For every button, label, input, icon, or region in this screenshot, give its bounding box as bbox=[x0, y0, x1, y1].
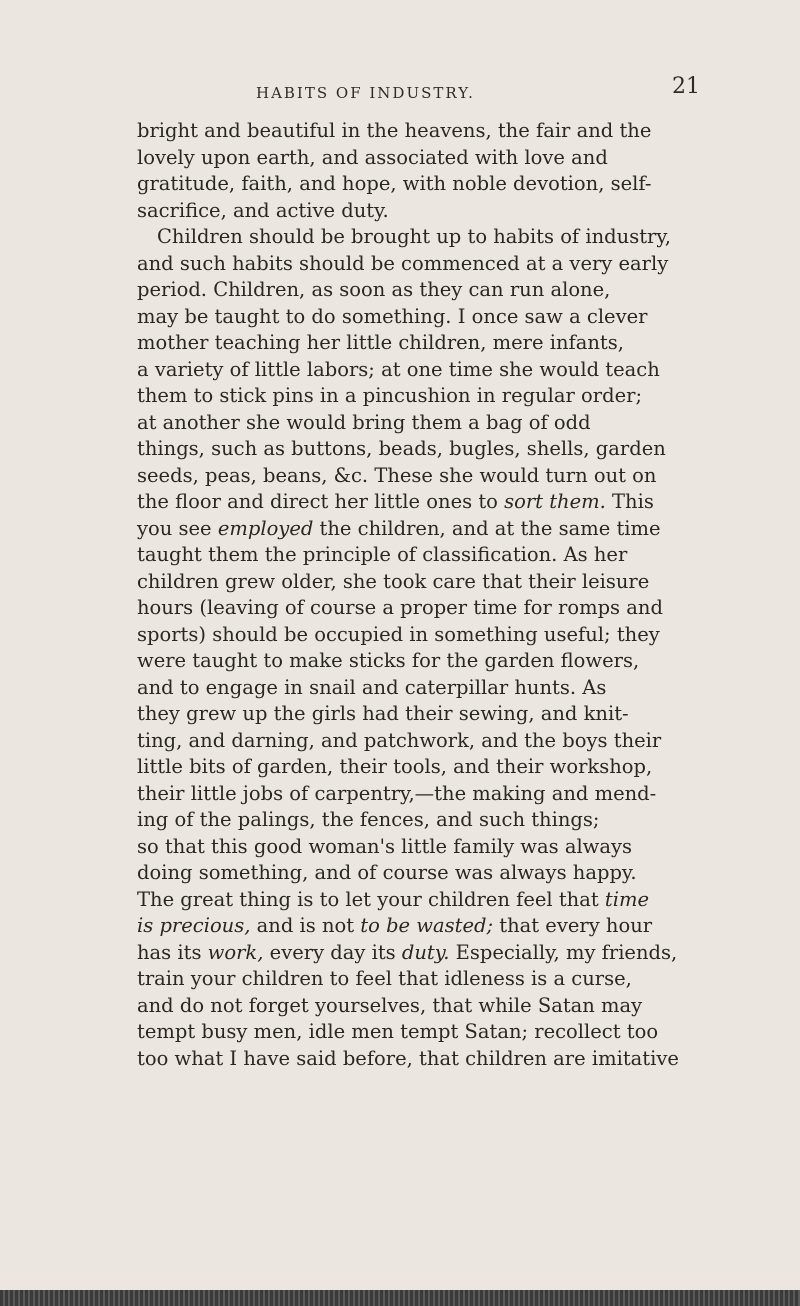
text-line: too what I have said before, that children are imitative bbox=[137, 1046, 679, 1070]
text-line: at another she would bring them a bag of odd bbox=[137, 410, 591, 434]
text-line: ting, and darning, and patchwork, and the boys their bbox=[137, 728, 662, 752]
text-line: and to engage in snail and caterpillar hunts. As bbox=[137, 675, 607, 699]
text-line: were taught to make sticks for the garden flowers, bbox=[137, 649, 640, 672]
text-line: tempt busy men, idle men tempt Satan; recollect too bbox=[137, 1020, 659, 1043]
italic-text: duty. bbox=[401, 940, 450, 964]
text-line: doing something, and of course was always happy. bbox=[137, 861, 637, 884]
italic-text: sort them. bbox=[504, 490, 606, 513]
text-line: train your children to feel that idleness is a curse, bbox=[137, 967, 632, 990]
text-line: taught them the principle of classification. As her bbox=[137, 543, 628, 566]
running-title: HABITS OF INDUSTRY. bbox=[256, 84, 475, 102]
text-line: a variety of little labors; at one time she would teach bbox=[137, 357, 660, 381]
text-line: hours (leaving of course a proper time for romps and bbox=[137, 596, 663, 619]
text-line: The great thing is to let your children feel that time bbox=[137, 887, 649, 911]
text-line: things, such as buttons, beads, bugles, shells, garden bbox=[137, 437, 666, 460]
italic-text: is precious, bbox=[137, 914, 251, 937]
page-bottom-edge bbox=[0, 1290, 800, 1306]
italic-text: time bbox=[604, 887, 649, 911]
text-line: lovely upon earth, and associated with love and bbox=[137, 145, 608, 169]
text-line: children grew older, she took care that their leisure bbox=[137, 569, 650, 593]
text-line: them to stick pins in a pincushion in regular order; bbox=[137, 384, 643, 407]
text-line: seeds, peas, beans, &c. These she would turn out on bbox=[137, 463, 657, 487]
text-line: and do not forget yourselves, that while Satan may bbox=[137, 993, 643, 1017]
text-line: the floor and direct her little ones to sort them. This bbox=[137, 490, 654, 513]
text-line: little bits of garden, their tools, and their workshop, bbox=[137, 755, 653, 778]
italic-text: employed bbox=[217, 516, 314, 540]
text-line: sacrifice, and active duty. bbox=[137, 198, 389, 222]
text-line: may be taught to do something. I once saw a clever bbox=[137, 304, 648, 328]
text-line: you see employed the children, and at the same time bbox=[137, 516, 661, 540]
text-line: they grew up the girls had their sewing, and knit- bbox=[137, 702, 629, 725]
text-line: sports) should be occupied in something useful; they bbox=[137, 622, 660, 646]
text-line: is precious, and is not to be wasted; that every hour bbox=[137, 914, 653, 937]
text-line: and such habits should be commenced at a very early bbox=[137, 251, 669, 275]
italic-text: to be wasted; bbox=[360, 914, 494, 937]
italic-text: work, bbox=[207, 940, 264, 964]
text-line: mother teaching her little children, mere infants, bbox=[137, 331, 624, 354]
text-line: period. Children, as soon as they can run alone, bbox=[137, 278, 611, 301]
text-line: Children should be brought up to habits of industry, bbox=[157, 225, 671, 248]
text-line: so that this good woman's little family was always bbox=[137, 834, 633, 858]
text-line: gratitude, faith, and hope, with noble devotion, self- bbox=[137, 172, 652, 195]
text-line: bright and beautiful in the heavens, the fair and the bbox=[137, 119, 652, 142]
page-number: 21 bbox=[672, 74, 700, 99]
body-text bbox=[137, 118, 737, 1072]
text-line: ing of the palings, the fences, and such things; bbox=[137, 808, 600, 831]
text-line: has its work, every day its duty. Especially, my friends, bbox=[137, 940, 678, 964]
text-line: their little jobs of carpentry,—the making and mend- bbox=[137, 781, 657, 805]
